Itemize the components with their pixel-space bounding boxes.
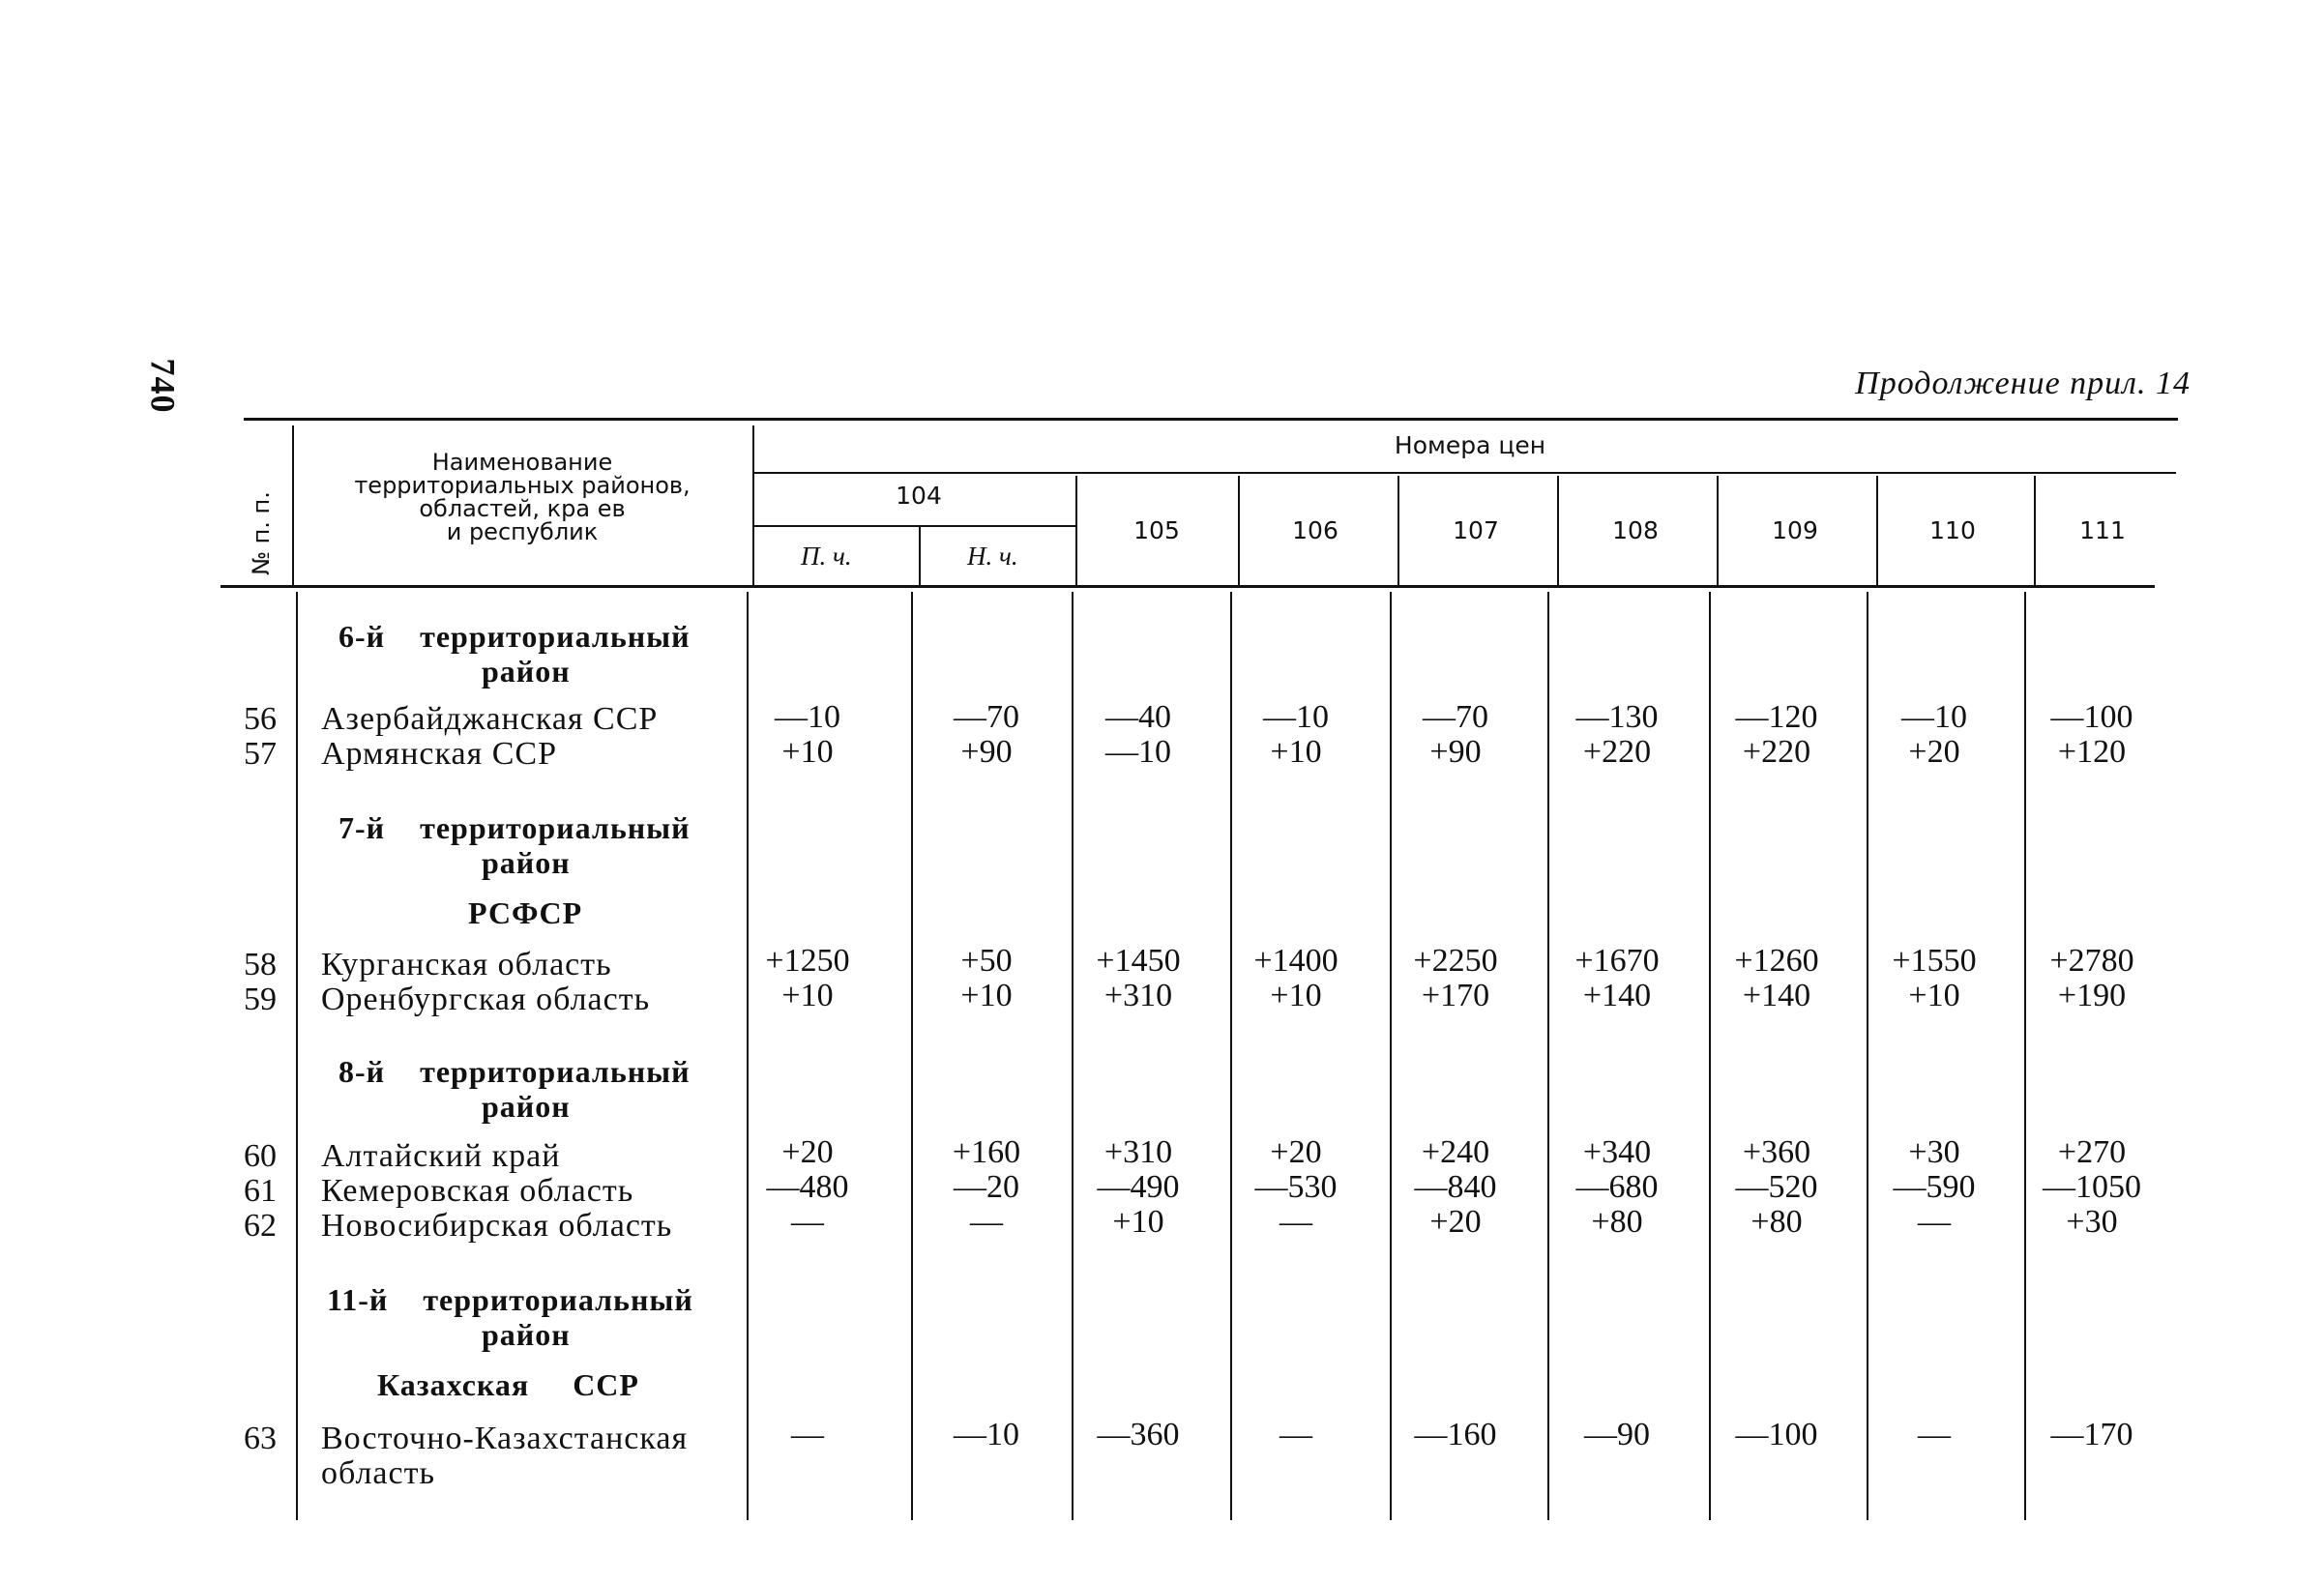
cell-107: —840 xyxy=(1414,1169,1497,1205)
header-divider xyxy=(2034,476,2036,585)
cell-110: +30 xyxy=(1908,1134,1960,1170)
header-divider xyxy=(752,425,754,585)
cell-108: +140 xyxy=(1582,978,1652,1013)
cell-106: — xyxy=(1280,1204,1312,1240)
cell-111: —170 xyxy=(2050,1417,2133,1452)
header-divider xyxy=(1075,476,1077,585)
cell-104-pch: +10 xyxy=(781,978,834,1013)
cell-104-pch: +20 xyxy=(781,1134,834,1170)
cell-106: +10 xyxy=(1270,978,1322,1013)
cell-108: +80 xyxy=(1591,1204,1643,1240)
section-heading: район xyxy=(482,654,571,689)
cell-106: —10 xyxy=(1263,699,1329,735)
cell-105: —360 xyxy=(1097,1417,1180,1452)
col-108-header: 108 xyxy=(1612,516,1659,544)
cell-104-nch: —10 xyxy=(954,1417,1019,1452)
cell-106: +20 xyxy=(1270,1134,1322,1170)
cell-107: +20 xyxy=(1429,1204,1482,1240)
col-104-header: 104 xyxy=(896,482,942,510)
cell-105: —10 xyxy=(1105,734,1171,770)
row-number: 57 xyxy=(244,736,277,772)
cell-104-nch: — xyxy=(970,1204,1003,1240)
cell-109: —520 xyxy=(1735,1169,1818,1205)
cell-105: +310 xyxy=(1103,1134,1173,1170)
section-heading: район xyxy=(482,845,571,880)
col-107-header: 107 xyxy=(1453,516,1499,544)
cell-110: +10 xyxy=(1908,978,1960,1013)
name-header-line: и республик xyxy=(446,518,599,545)
row-number: 63 xyxy=(244,1421,277,1456)
cell-107: +90 xyxy=(1429,734,1482,770)
name-header-line: Наименование xyxy=(431,449,613,476)
cell-108: —680 xyxy=(1575,1169,1659,1205)
col104-rule xyxy=(754,525,1075,527)
cell-109: +1260 xyxy=(1734,943,1819,979)
subcol-nch-header: Н. ч. xyxy=(967,542,1018,571)
cell-104-nch: +160 xyxy=(952,1134,1021,1170)
cell-109: —100 xyxy=(1735,1417,1818,1452)
cell-110: — xyxy=(1918,1417,1951,1452)
cell-104-nch: —70 xyxy=(954,699,1019,735)
header-divider xyxy=(1557,476,1559,585)
cell-111: —1050 xyxy=(2043,1169,2141,1205)
cell-106: — xyxy=(1280,1417,1312,1452)
cell-104-nch: +10 xyxy=(960,978,1013,1013)
table-top-rule xyxy=(244,418,2178,421)
header-divider xyxy=(1238,476,1240,585)
cell-104-nch: —20 xyxy=(954,1169,1019,1205)
cell-106: —530 xyxy=(1254,1169,1338,1205)
cell-106: +10 xyxy=(1270,734,1322,770)
cell-105: —490 xyxy=(1097,1169,1180,1205)
section-heading: 6-й территориальный xyxy=(338,619,691,654)
cell-107: —160 xyxy=(1414,1417,1497,1452)
name-header-line: территориальных районов, xyxy=(354,472,691,499)
name-column-header xyxy=(329,451,716,543)
cell-107: —70 xyxy=(1423,699,1488,735)
name-header-line: областей, кра ев xyxy=(419,495,626,522)
cell-110: —10 xyxy=(1901,699,1967,735)
cell-104-pch: — xyxy=(791,1417,824,1452)
section-heading: 7-й территориальный xyxy=(338,810,691,845)
section-heading: 8-й территориальный xyxy=(338,1054,691,1089)
header-divider xyxy=(1397,476,1399,585)
page-number: 740 xyxy=(143,358,183,414)
row-name: Алтайский край xyxy=(321,1138,561,1174)
cell-111: +270 xyxy=(2057,1134,2127,1170)
cell-104-pch: —480 xyxy=(766,1169,849,1205)
body-divider xyxy=(296,592,298,1520)
cell-110: +20 xyxy=(1908,734,1960,770)
cell-109: +80 xyxy=(1750,1204,1803,1240)
section-heading: район xyxy=(482,1317,571,1352)
header-divider xyxy=(292,425,294,585)
col-106-header: 106 xyxy=(1292,516,1339,544)
cell-111: +190 xyxy=(2057,978,2127,1013)
cell-109: +360 xyxy=(1742,1134,1811,1170)
cell-104-nch: +90 xyxy=(960,734,1013,770)
col-111-header: 111 xyxy=(2079,516,2126,544)
npp-header: № п. п. xyxy=(248,491,275,575)
cell-109: —120 xyxy=(1735,699,1818,735)
cell-106: +1400 xyxy=(1253,943,1339,979)
cell-104-pch: — xyxy=(791,1204,824,1240)
row-number: 60 xyxy=(244,1138,277,1174)
cell-110: —590 xyxy=(1893,1169,1976,1205)
row-name: Кемеровская область xyxy=(321,1173,634,1209)
row-number: 58 xyxy=(244,947,277,982)
cell-107: +170 xyxy=(1421,978,1490,1013)
cell-107: +240 xyxy=(1421,1134,1490,1170)
cell-109: +140 xyxy=(1742,978,1811,1013)
body-divider xyxy=(911,592,913,1520)
subcol-pch-header: П. ч. xyxy=(801,542,852,571)
row-name-continued: область xyxy=(321,1455,435,1491)
cell-109: +220 xyxy=(1742,734,1811,770)
cell-108: —130 xyxy=(1575,699,1659,735)
cell-108: +220 xyxy=(1582,734,1652,770)
cell-105: +1450 xyxy=(1096,943,1181,979)
row-name: Курганская область xyxy=(321,947,612,982)
cell-104-pch: —10 xyxy=(775,699,840,735)
header-divider xyxy=(1717,476,1719,585)
cell-111: —100 xyxy=(2050,699,2133,735)
price-numbers-header: Номера цен xyxy=(1394,431,1546,459)
row-name: Оренбургская область xyxy=(321,982,651,1017)
col-109-header: 109 xyxy=(1772,516,1818,544)
cell-108: —90 xyxy=(1584,1417,1650,1452)
cell-105: —40 xyxy=(1105,699,1171,735)
section-heading: район xyxy=(482,1089,571,1124)
header-bottom-rule xyxy=(221,585,2155,588)
row-name: Восточно-Казахстанская xyxy=(321,1421,689,1456)
row-number: 56 xyxy=(244,701,277,737)
cell-111: +30 xyxy=(2066,1204,2118,1240)
cell-105: +310 xyxy=(1103,978,1173,1013)
cell-104-nch: +50 xyxy=(960,943,1013,979)
cell-110: — xyxy=(1918,1204,1951,1240)
cell-111: +2780 xyxy=(2049,943,2134,979)
section-heading: Казахская ССР xyxy=(377,1367,639,1402)
cell-104-pch: +1250 xyxy=(765,943,850,979)
row-number: 61 xyxy=(244,1173,277,1209)
cell-107: +2250 xyxy=(1413,943,1498,979)
row-name: Новосибирская область xyxy=(321,1208,673,1244)
header-divider xyxy=(1876,476,1878,585)
cell-108: +1670 xyxy=(1574,943,1660,979)
col-110-header: 110 xyxy=(1929,516,1976,544)
section-heading: РСФСР xyxy=(468,895,583,930)
section-heading: 11-й территориальный xyxy=(327,1282,693,1317)
col-105-header: 105 xyxy=(1133,516,1180,544)
cell-110: +1550 xyxy=(1892,943,1977,979)
row-name: Азербайджанская ССР xyxy=(321,701,659,737)
row-number: 62 xyxy=(244,1208,277,1244)
cell-104-pch: +10 xyxy=(781,734,834,770)
continuation-label: Продолжение прил. 14 xyxy=(1855,366,2191,401)
header-divider xyxy=(919,527,921,585)
cell-111: +120 xyxy=(2057,734,2127,770)
cell-108: +340 xyxy=(1582,1134,1652,1170)
price-header-rule xyxy=(754,472,2176,474)
row-number: 59 xyxy=(244,982,277,1017)
cell-105: +10 xyxy=(1112,1204,1164,1240)
row-name: Армянская ССР xyxy=(321,736,557,772)
